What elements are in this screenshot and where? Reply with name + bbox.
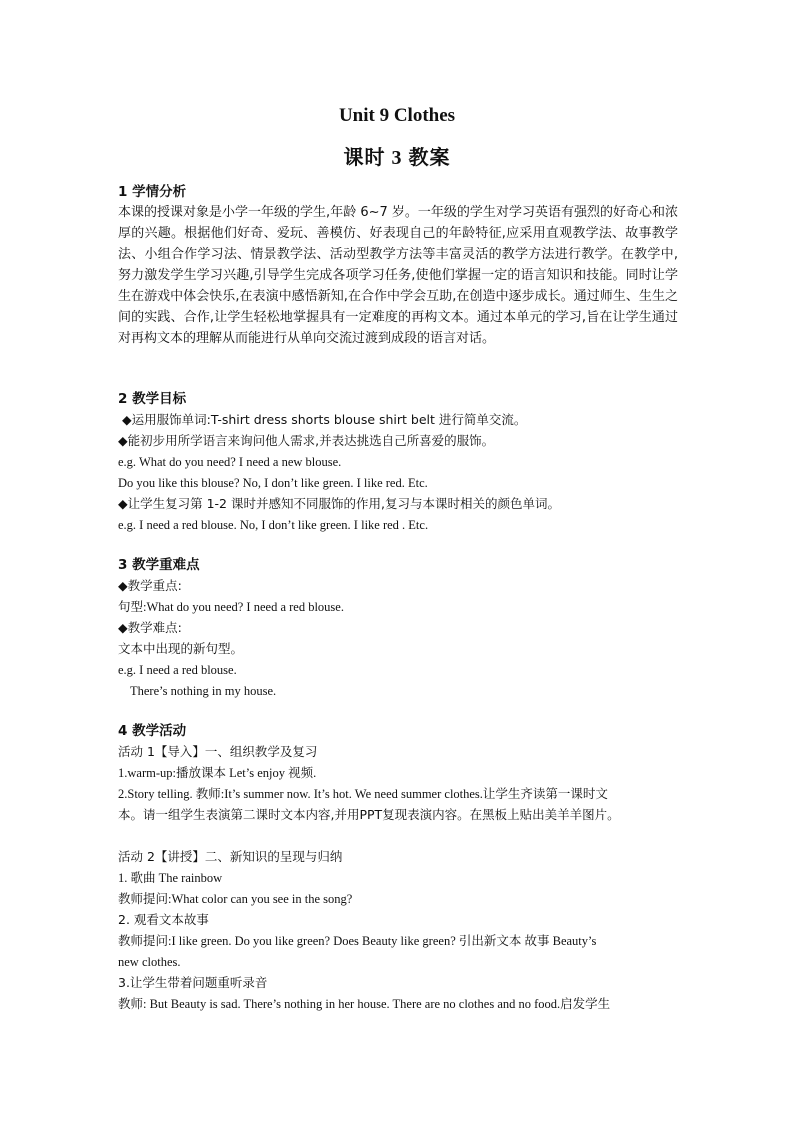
activity-2-line: 1. 歌曲 The rainbow [118, 871, 223, 885]
section-2-line: e.g. I need a red blouse. No, I don’t like green. I like red . Etc. [118, 518, 429, 532]
section-2-line: e.g. What do you need? I need a new blouse. [118, 455, 342, 469]
activity-2-line: 教师提问:I like green. Do you like green? Does Beauty like green? 引出新文本 故事 Beauty’s [118, 934, 597, 948]
activity-1-line: 2.Story telling. 教师:It’s summer now. It’s hot. We need summer clothes.让学生齐读第一课时文 [118, 787, 608, 801]
activity-2-line: 教师提问:What color can you see in the song? [118, 892, 353, 906]
activity-2-line: 2. 观看文本故事 [118, 912, 209, 927]
section-2-line: ◆运用服饰单词:T-shirt dress shorts blouse shirt belt 进行简单交流。 [122, 412, 527, 427]
activity-2-title: 活动 2【讲授】二、新知识的呈现与归纳 [118, 849, 343, 864]
section-3-line: ◆教学重点: [118, 578, 182, 593]
section-1-paragraph: 本课的授课对象是小学一年级的学生,年龄 6~7 岁。一年级的学生对学习英语有强烈的好奇心和浓厚的兴趣。根据他们好奇、爱玩、善模仿、好表现自己的年龄特征,应采用直观教学法、故事教学法、小组合作学习法、情景教学法、活动型教学方法等丰富灵活的教学方法进行教学。在教学中,努力激发学生学习兴趣,引导学生完成各项学习任务,使他们掌握一定的语言知识和技能。同时让学生在游戏中体会快乐,在表演中感悟新知,在合作中学会互助,在创造中逐步成长。通过师生、生生之间的实践、合作,让学生轻松地掌握具有一定难度的再构文本。通过本单元的学习,旨在让学生通过对再构文本的理解从而能进行从单向交流过渡到成段的语言对话。 [118, 205, 678, 346]
document-title: Unit 9 Clothes [338, 105, 456, 126]
activity-2-line: 3.让学生带着问题重听录音 [118, 975, 268, 990]
section-4-heading: 4 教学活动 [118, 723, 187, 739]
section-3-heading: 3 教学重难点 [118, 557, 200, 573]
section-2-line: Do you like this blouse? No, I don’t like green. I like red. Etc. [118, 476, 428, 490]
section-2-heading: 2 教学目标 [118, 391, 187, 407]
document-subtitle: 课时 3 教案 [343, 147, 451, 169]
section-3-line: e.g. I need a red blouse. [118, 663, 237, 677]
section-3-line: 句型:What do you need? I need a red blouse. [118, 600, 344, 614]
activity-1-line: 本。请一组学生表演第二课时文本内容,并用PPT复现表演内容。在黑板上贴出美羊羊图片。 [118, 807, 620, 822]
activity-2-line: new clothes. [118, 955, 181, 969]
section-2-line: ◆让学生复习第 1-2 课时并感知不同服饰的作用,复习与本课时相关的颜色单词。 [118, 496, 560, 511]
activity-1-line: 1.warm-up:播放课本 Let’s enjoy 视频. [118, 766, 317, 780]
activity-2-line: 教师: But Beauty is sad. There’s nothing in her house. There are no clothes and no food.启发学生 [118, 997, 611, 1011]
section-3-line: ◆教学难点: [118, 620, 182, 635]
section-3-line: 文本中出现的新句型。 [118, 641, 244, 656]
section-2-line: ◆能初步用所学语言来询问他人需求,并表达挑选自己所喜爱的服饰。 [118, 433, 495, 448]
section-3-line: There’s nothing in my house. [130, 684, 277, 698]
section-1-heading: 1 学情分析 [118, 184, 187, 200]
activity-1-title: 活动 1【导入】一、组织教学及复习 [118, 744, 318, 759]
